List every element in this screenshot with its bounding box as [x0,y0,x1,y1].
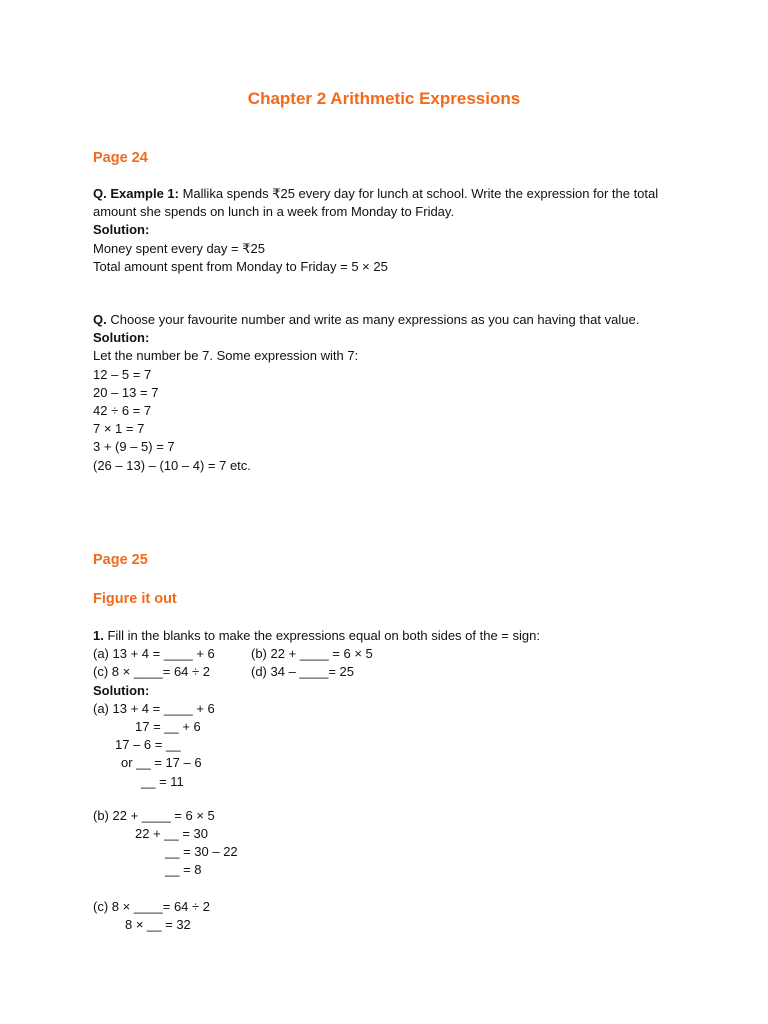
favourite-number-question [93,311,683,475]
example-1-text [93,185,683,221]
fill-blanks-question [93,627,683,934]
example-1-solution-line: Money spent every day = ₹25 [93,240,265,256]
solution-b-line: (b) 22 + ____ = 6 × 5 [93,807,215,823]
solution-a-line: 17 = __ + 6 [135,719,201,735]
solution-c-line: (c) 8 × ____= 64 ÷ 2 [93,898,210,914]
part-a: (a) 13 + 4 = ____ + 6 [93,646,215,662]
expression-line: 7 × 1 = 7 [93,421,145,437]
page-24-heading: Page 24 [93,150,148,166]
part-b: (b) 22 + ____ = 6 × 5 [251,646,373,662]
fill-blanks-body: Fill in the blanks to make the expressions equal on both sides of the = sign: [103,628,540,643]
solution-a-line: or __ = 17 – 6 [121,755,202,771]
question-label: Q. [93,312,107,327]
fill-blanks-text [93,627,683,645]
figure-it-out-heading: Figure it out [93,591,177,607]
solution-b-line: 22 + __ = 30 [135,826,209,842]
part-d: (d) 34 – ____= 25 [251,664,354,680]
solution-line: Let the number be 7. Some expression with 7: [93,348,359,364]
favourite-number-body: Choose your favourite number and write as many expressions as you can having that value. [106,312,640,327]
expression-line: 20 – 13 = 7 [93,384,159,400]
parts-row [93,645,683,663]
part-c: (c) 8 × ____= 64 ÷ 2 [93,664,210,680]
example-1-solution-line: Total amount spent from Monday to Friday = 5 × 25 [93,258,388,274]
example-1-label: Q. Example 1: [93,186,179,201]
chapter-title: Chapter 2 Arithmetic Expressions [247,89,521,108]
question-number: 1. [93,628,104,643]
expression-line: 12 – 5 = 7 [93,366,152,382]
solution-a-line: (a) 13 + 4 = ____ + 6 [93,700,215,716]
favourite-number-solution-label: Solution: [93,330,150,346]
fill-blanks-solution-label: Solution: [93,682,150,698]
example-1-question [93,185,683,276]
solution-c-line: 8 × __ = 32 [125,916,191,932]
example-1-solution-label: Solution: [93,222,150,238]
example-1-body: Mallika spends ₹25 every day for lunch at school. Write the expression for the total amount she spends on lunch in a week from Monday to Friday. [93,186,659,220]
expression-line: 42 ÷ 6 = 7 [93,403,152,419]
solution-b-line: __ = 30 – 22 [165,844,238,860]
solution-b-line: __ = 8 [165,862,202,878]
solution-a-line: __ = 11 [141,773,184,789]
page-25-heading: Page 25 [93,552,148,568]
solution-a-line: 17 – 6 = __ [115,737,181,753]
expression-line: (26 – 13) – (10 – 4) = 7 etc. [93,457,251,473]
parts-row [93,663,683,681]
expression-line: 3 + (9 – 5) = 7 [93,439,175,455]
favourite-number-text [93,311,683,329]
